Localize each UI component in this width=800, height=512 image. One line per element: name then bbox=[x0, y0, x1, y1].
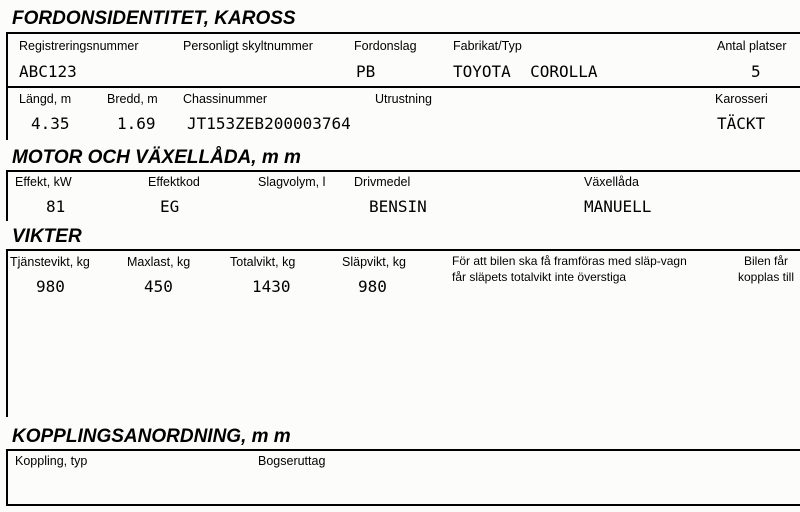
make-model-value: TOYOTA COROLLA bbox=[453, 62, 598, 81]
power-code-label: Effektkod bbox=[148, 175, 200, 189]
displacement-label: Slagvolym, l bbox=[258, 175, 326, 189]
length-label: Längd, m bbox=[19, 92, 72, 106]
gearbox-label: Växellåda bbox=[584, 175, 639, 189]
width-value: 1.69 bbox=[117, 114, 156, 133]
length-value: 4.35 bbox=[31, 114, 70, 133]
width-label: Bredd, m bbox=[107, 92, 158, 106]
section-title-identity: FORDONSIDENTITET, KAROSS bbox=[12, 8, 296, 29]
chassis-value: JT153ZEB200003764 bbox=[187, 114, 351, 133]
vehicle-type-label: Fordonslag bbox=[354, 39, 417, 53]
divider bbox=[6, 86, 800, 88]
reg-number-label: Registreringsnummer bbox=[19, 39, 139, 53]
left-border bbox=[6, 249, 8, 417]
total-weight-value: 1430 bbox=[252, 277, 291, 296]
left-border bbox=[6, 170, 8, 221]
trailer-weight-label: Släpvikt, kg bbox=[342, 255, 406, 269]
body-type-label: Karosseri bbox=[715, 92, 768, 106]
personal-plate-label: Personligt skyltnummer bbox=[183, 39, 313, 53]
section-title-weights: VIKTER bbox=[12, 226, 82, 247]
divider bbox=[6, 32, 800, 34]
divider bbox=[6, 249, 800, 251]
trailer-note: För att bilen ska få framföras med släp-vagn får släpets totalvikt inte överstiga bbox=[452, 254, 687, 284]
left-border bbox=[6, 449, 8, 505]
fuel-value: BENSIN bbox=[369, 197, 427, 216]
service-weight-value: 980 bbox=[36, 277, 65, 296]
reg-number-value: ABC123 bbox=[19, 62, 77, 81]
total-weight-label: Totalvikt, kg bbox=[230, 255, 296, 269]
bogie-label: Bogseruttag bbox=[258, 454, 326, 468]
coupling-note: Bilen får kopplas till bbox=[737, 254, 795, 284]
section-title-coupling: KOPPLINGSANORDNING, m m bbox=[12, 426, 291, 447]
power-code-value: EG bbox=[160, 197, 180, 216]
bottom-border bbox=[6, 504, 800, 506]
power-value: 81 bbox=[46, 197, 66, 216]
chassis-label: Chassinummer bbox=[183, 92, 268, 106]
max-load-value: 450 bbox=[144, 277, 173, 296]
max-load-label: Maxlast, kg bbox=[127, 255, 191, 269]
trailer-weight-value: 980 bbox=[358, 277, 387, 296]
body-type-value: TÄCKT bbox=[717, 114, 766, 133]
seats-value: 5 bbox=[751, 62, 761, 81]
equipment-label: Utrustning bbox=[375, 92, 432, 106]
divider bbox=[6, 170, 800, 172]
fuel-label: Drivmedel bbox=[354, 175, 411, 189]
seats-label: Antal platser bbox=[717, 39, 787, 53]
vehicle-type-value: PB bbox=[356, 62, 376, 81]
divider bbox=[6, 449, 800, 451]
coupling-type-label: Koppling, typ bbox=[15, 454, 88, 468]
section-title-engine: MOTOR OCH VÄXELLÅDA, m m bbox=[12, 147, 301, 168]
service-weight-label: Tjänstevikt, kg bbox=[10, 255, 90, 269]
make-model-label: Fabrikat/Typ bbox=[453, 39, 522, 53]
power-label: Effekt, kW bbox=[15, 175, 72, 189]
gearbox-value: MANUELL bbox=[584, 197, 652, 216]
